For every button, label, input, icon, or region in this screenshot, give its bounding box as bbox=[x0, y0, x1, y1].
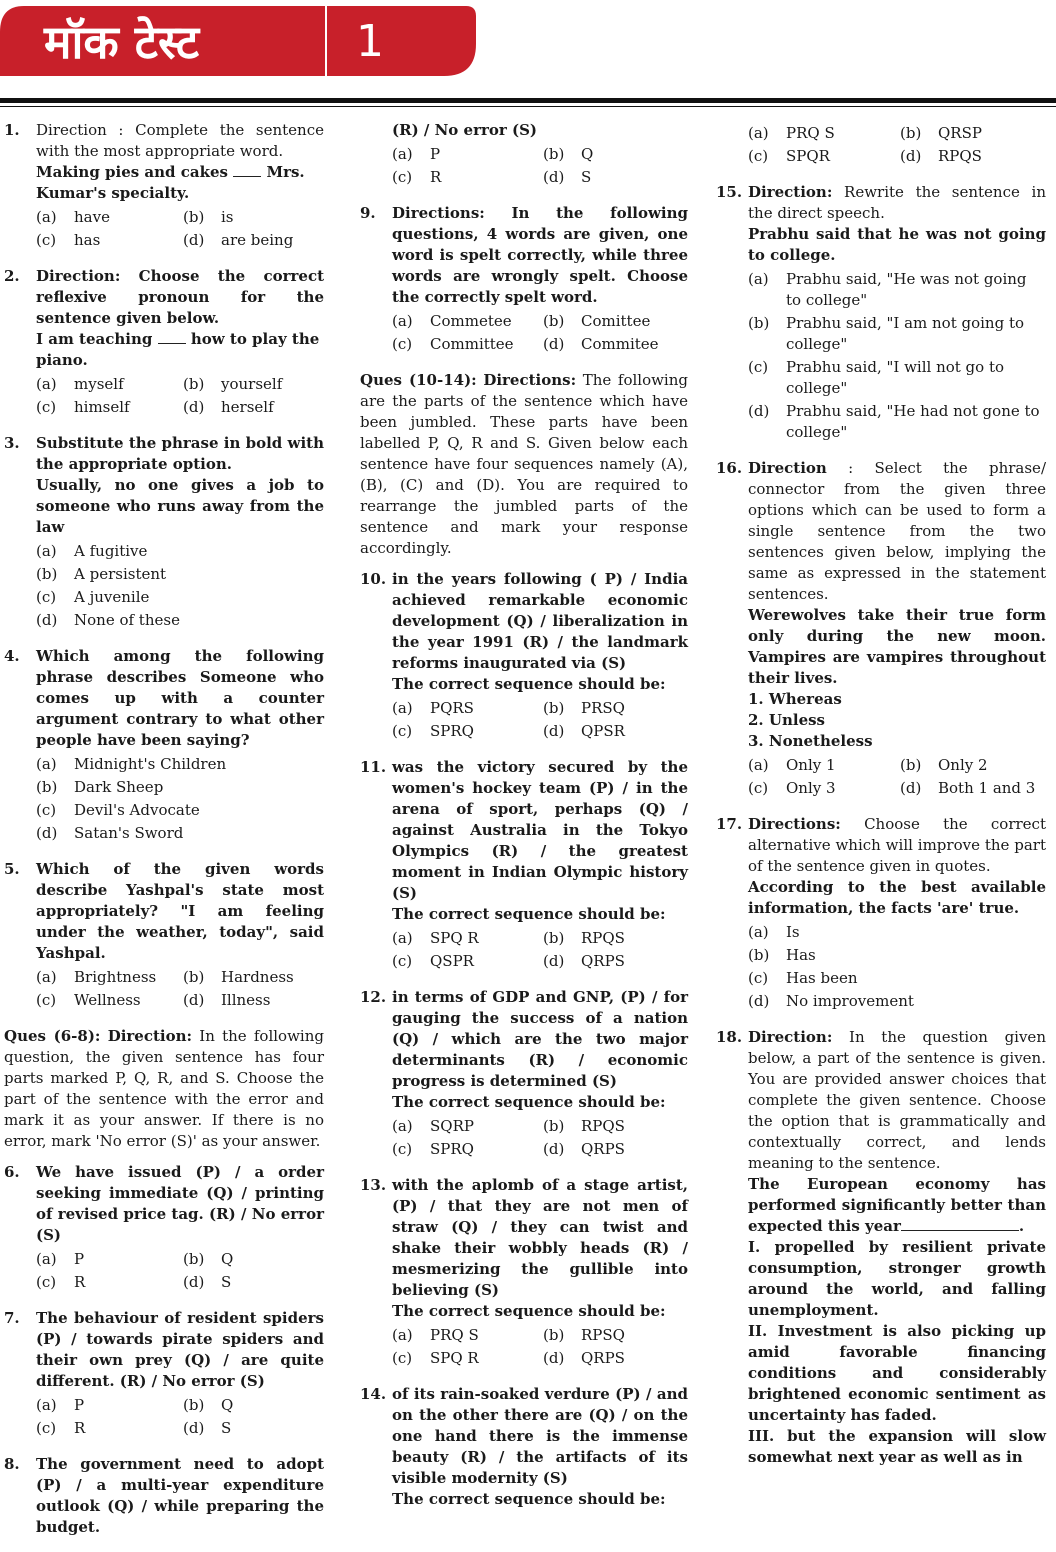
option-d[interactable]: (d) Prabhu said, "He had not gone to college" bbox=[748, 402, 1040, 441]
option-b[interactable]: (b) A persistent bbox=[36, 565, 167, 583]
option-d[interactable]: (d) QRPS bbox=[543, 1349, 625, 1367]
sequence-prompt: The correct sequence should be: bbox=[392, 1093, 666, 1111]
option-d[interactable]: (d) S bbox=[183, 1419, 232, 1437]
option-a[interactable]: (a) have bbox=[36, 208, 110, 226]
question-3: 3. Substitute the phrase in bold with the appropriate option. Usually, no one gives a job to someone who runs away from the law (a) A fugitive (b) A persistent (c) A juvenile (d) None of these bbox=[4, 433, 324, 632]
question-stem: in the years following ( P) / India achieved remarkable economic development (Q) / liberalization in the year 1991 (R) / the landmark reforms inaugurated via (S) bbox=[392, 570, 688, 672]
question-6: 6. We have issued (P) / a order seeking immediate (Q) / printing of revised price tag. (R) / No error (S) (a) P (b) Q (c) R (d) S bbox=[4, 1162, 324, 1294]
option-d[interactable]: (d) QRPS bbox=[543, 952, 625, 970]
option-c[interactable]: (c) Only 3 bbox=[748, 779, 836, 797]
option-b[interactable]: (b) Has bbox=[748, 946, 816, 964]
option-b[interactable]: (b) QRSP bbox=[900, 124, 982, 142]
option-a[interactable]: (a) PQRS bbox=[392, 699, 474, 717]
option-d[interactable]: (d) No improvement bbox=[748, 992, 914, 1010]
option-b[interactable]: (b) is bbox=[183, 208, 234, 226]
options bbox=[392, 697, 688, 743]
question-direction: Directions: Choose the correct alternative which will improve the part of the sentence given in quotes. bbox=[748, 815, 1046, 875]
question-stem: I am teaching how to play the piano. bbox=[36, 330, 320, 369]
question-direction: Direction: In the question given below, a part of the sentence is given. You are provided answer choices that complete the given sentence. Choose the option that is grammatically and contextually correct, and lends meaning to the sentence. bbox=[748, 1028, 1046, 1172]
blank-line bbox=[158, 331, 186, 344]
option-a[interactable]: (a) Is bbox=[748, 923, 800, 941]
choice-1: 1. Whereas bbox=[748, 690, 842, 708]
question-stem: Prabhu said that he was not going to college. bbox=[748, 225, 1046, 264]
question-5: 5. Which of the given words describe Yashpal's state most appropriately? "I am feeling under the weather, today", said Yashpal. (a) Brightness (b) Hardness (c) Wellness (d) Illness bbox=[4, 859, 324, 1012]
options bbox=[36, 1248, 324, 1294]
option-b[interactable]: (b) Hardness bbox=[183, 968, 294, 986]
column-2 bbox=[360, 120, 688, 1524]
question-direction: Direction: Rewrite the sentence in the direct speech. bbox=[748, 183, 1046, 222]
option-d[interactable]: (d) QPSR bbox=[543, 722, 625, 740]
header-rule-thin bbox=[0, 106, 1056, 107]
options bbox=[748, 122, 1046, 168]
question-stem: Which of the given words describe Yashpal's state most appropriately? "I am feeling under the weather, today", said Yashpal. bbox=[36, 860, 324, 962]
option-b[interactable]: (b) yourself bbox=[183, 375, 283, 393]
section-direction-10-14: Ques (10-14): Directions: The following are the parts of the sentence which have been jumbled. These parts have been labelled P, Q, R and S. Given below each sentence have four sequences namely (A), (B), (C) and (D). You are required to rearrange the jumbled parts of the sentence and mark your response accordingly. bbox=[360, 371, 688, 557]
options bbox=[392, 1115, 688, 1161]
option-d[interactable]: (d) are being bbox=[183, 231, 294, 249]
options bbox=[36, 1394, 324, 1440]
options bbox=[392, 1324, 688, 1370]
option-c[interactable]: (c) Has been bbox=[748, 969, 858, 987]
option-c[interactable]: (c) Committee bbox=[392, 335, 514, 353]
question-direction: Direction : Complete the sentence with the most appropriate word. bbox=[36, 121, 324, 160]
question-11: 11. was the victory secured by the women's hockey team (P) / in the arena of sport, perhaps (Q) / against Australia in the Tokyo Olympics (R) / the greatest moment in Indian Olympic history (S) The correct sequence should be: (a) SPQ R (b) RPQS (c) QSPR (d) QRPS bbox=[360, 757, 688, 973]
question-18: 18. Direction: In the question given below, a part of the sentence is given. You are provided answer choices that complete the given sentence. Choose the option that is grammatically and contextually correct, and lends meaning to the sentence. The European economy has performed significantly better than expected this year . I. propelled by resilient private consumption, stronger growth around the world, and falling unemployment. II. Investment is also picking up amid favorable financing conditions and considerably brightened economic sentiment as uncertainty has faded. III. but the expansion will slow somewhat next year as well as in bbox=[716, 1028, 1046, 1466]
section-direction-6-8: Ques (6-8): Direction: In the following question, the given sentence has four parts marked P, Q, R, and S. Choose the part of the sentence with the error and mark it as your answer. If there is no error, mark 'No error (S)' as your answer. bbox=[4, 1027, 324, 1150]
option-c[interactable]: (c) Wellness bbox=[36, 991, 141, 1009]
option-b[interactable]: (b) Prabhu said, "I am not going to college" bbox=[748, 314, 1025, 353]
question-stem: The behaviour of resident spiders (P) / towards pirate spiders and their own prey (Q) / are quite different. (R) / No error (S) bbox=[36, 1309, 324, 1390]
options bbox=[36, 966, 324, 1012]
option-c[interactable]: (c) Prabhu said, "I will not go to college" bbox=[748, 358, 1005, 397]
question-direction: Direction : Select the phrase/ connector from the given three options which can be used to form a single sentence from the two sentences given below, implying the same as expressed in the statement sentences. bbox=[748, 459, 1046, 603]
option-a[interactable]: (a) P bbox=[392, 145, 441, 163]
blank-line bbox=[233, 164, 261, 177]
sequence-prompt: The correct sequence should be: bbox=[392, 675, 666, 693]
options bbox=[36, 753, 324, 845]
test-number: 1 bbox=[356, 16, 384, 67]
question-13: 13. with the aplomb of a stage artist, (P) / that they are not men of straw (Q) / they can twist and shake their wobbly heads (R) / mesmerizing the gullible into believing (S) The correct sequence should be: (a) PRQ S (b) RPSQ (c) SPQ R (d) QRPS bbox=[360, 1175, 688, 1370]
option-b[interactable]: (b) Dark Sheep bbox=[36, 778, 164, 796]
question-stem: of its rain-soaked verdure (P) / and on the other there are (Q) / on the one hand there is the immense beauty (R) / the artifacts of its visible modernity (S) bbox=[392, 1385, 688, 1487]
question-stem: Directions: In the following questions, 4 words are given, one word is spelt correctly, while three words are wrongly spelt. Choose the correctly spelt word. bbox=[392, 204, 688, 306]
option-d[interactable]: (d) QRPS bbox=[543, 1140, 625, 1158]
options bbox=[392, 927, 688, 973]
question-stem: The government need to adopt (P) / a multi-year expenditure outlook (Q) / while preparing the budget. bbox=[36, 1455, 324, 1536]
header-title: मॉक टेस्ट bbox=[44, 15, 200, 69]
question-1: 1. Direction : Complete the sentence with the most appropriate word. Making pies and cakes Mrs. Kumar's specialty. (a) have (b) is (c) has (d) are being bbox=[4, 120, 324, 252]
option-c[interactable]: (c) has bbox=[36, 231, 101, 249]
question-12: 12. in terms of GDP and GNP, (P) / for gauging the success of a nation (Q) / which are the two major determinants (R) / economic progress is determined (S) The correct sequence should be: (a) SQRP (b) RPQS (c) SPRQ (d) QRPS bbox=[360, 987, 688, 1161]
question-stem: (R) / No error (S) bbox=[392, 121, 538, 139]
sequence-prompt: The correct sequence should be: bbox=[392, 905, 666, 923]
question-direction: Substitute the phrase in bold with the appropriate option. bbox=[36, 434, 324, 473]
question-2: 2. Direction: Choose the correct reflexive pronoun for the sentence given below. I am teaching how to play the piano. (a) myself (b) yourself (c) himself (d) herself bbox=[4, 266, 324, 419]
option-a[interactable]: (a) Prabhu said, "He was not going to college" bbox=[748, 270, 1027, 309]
option-a[interactable]: (a) Midnight's Children bbox=[36, 755, 227, 773]
question-9: 9. Directions: In the following questions, 4 words are given, one word is spelt correctly, while three words are wrongly spelt. Choose the correctly spelt word. (a) Commetee (b) Comittee (c) Committee (d) Commitee bbox=[360, 203, 688, 356]
option-c[interactable]: (c) R bbox=[392, 168, 442, 186]
blank-line bbox=[901, 1218, 1019, 1231]
option-a[interactable]: (a) P bbox=[36, 1396, 85, 1414]
options bbox=[392, 310, 688, 356]
option-a[interactable]: (a) Only 1 bbox=[748, 756, 836, 774]
question-stem: Usually, no one gives a job to someone who runs away from the law bbox=[36, 476, 324, 536]
question-8-continued bbox=[360, 120, 688, 189]
option-c[interactable]: (c) SPQR bbox=[748, 147, 830, 165]
option-d[interactable]: (d) Illness bbox=[183, 991, 271, 1009]
option-b[interactable]: (b) RPSQ bbox=[543, 1326, 625, 1344]
option-c[interactable]: (c) R bbox=[36, 1419, 86, 1437]
option-a[interactable]: (a) A fugitive bbox=[36, 542, 148, 560]
options bbox=[748, 268, 1046, 444]
header-banner bbox=[0, 0, 476, 82]
option-b[interactable]: (b) Q bbox=[183, 1396, 234, 1414]
option-b[interactable]: (b) Q bbox=[183, 1250, 234, 1268]
options bbox=[748, 754, 1046, 800]
option-c[interactable]: (c) himself bbox=[36, 398, 130, 416]
question-stem: According to the best available information, the facts 'are' true. bbox=[748, 878, 1046, 917]
question-8: 8. The government need to adopt (P) / a multi-year expenditure outlook (Q) / while preparing the budget. bbox=[4, 1455, 324, 1536]
option-b[interactable]: (b) RPQS bbox=[543, 1117, 625, 1135]
sequence-prompt: The correct sequence should be: bbox=[392, 1490, 666, 1508]
choice-3: 3. Nonetheless bbox=[748, 732, 873, 750]
question-stem: Making pies and cakes Mrs. Kumar's specialty. bbox=[36, 163, 305, 202]
option-c[interactable]: (c) SPQ R bbox=[392, 1349, 479, 1367]
options bbox=[36, 540, 324, 632]
options bbox=[36, 373, 324, 419]
question-7: 7. The behaviour of resident spiders (P) / towards pirate spiders and their own prey (Q) / are quite different. (R) / No error (S) (a) P (b) Q (c) R (d) S bbox=[4, 1308, 324, 1440]
option-a[interactable]: (a) PRQ S bbox=[748, 124, 835, 142]
question-stem: The European economy has performed significantly better than expected this year . bbox=[748, 1175, 1046, 1235]
option-c[interactable]: (c) Devil's Advocate bbox=[36, 801, 200, 819]
option-b[interactable]: (b) Comittee bbox=[543, 312, 651, 330]
option-a[interactable]: (a) PRQ S bbox=[392, 1326, 479, 1344]
option-d[interactable]: (d) herself bbox=[183, 398, 274, 416]
options bbox=[748, 921, 1046, 1013]
choice-iii: III. but the expansion will slow somewhat next year as well as in bbox=[748, 1427, 1046, 1466]
sequence-prompt: The correct sequence should be: bbox=[392, 1302, 666, 1320]
option-d[interactable]: (d) None of these bbox=[36, 611, 180, 629]
column-3 bbox=[716, 120, 1046, 1482]
question-17: 17. Directions: Choose the correct alternative which will improve the part of the sentence given in quotes. According to the best available information, the facts 'are' true. (a) Is (b) Has (c) Has been (d) No improvement bbox=[716, 814, 1046, 1013]
option-b[interactable]: (b) Q bbox=[543, 145, 594, 163]
choice-ii: II. Investment is also picking up amid favorable financing conditions and considerably brightened economic sentiment as uncertainty has faded. bbox=[748, 1322, 1046, 1424]
option-c[interactable]: (c) R bbox=[36, 1273, 86, 1291]
options bbox=[392, 143, 688, 189]
question-stem: in terms of GDP and GNP, (P) / for gauging the success of a nation (Q) / which are the two major determinants (R) / economic progress is determined (S) bbox=[392, 988, 688, 1090]
option-b[interactable]: (b) RPQS bbox=[543, 929, 625, 947]
option-a[interactable]: (a) P bbox=[36, 1250, 85, 1268]
option-d[interactable]: (d) Both 1 and 3 bbox=[900, 779, 1036, 797]
question-stem: with the aplomb of a stage artist, (P) / that they are not men of straw (Q) / they can twist and shake their wobbly heads (R) / mesmerizing the gullible into believing (S) bbox=[392, 1176, 688, 1299]
option-c[interactable]: (c) QSPR bbox=[392, 952, 474, 970]
option-c[interactable]: (c) SPRQ bbox=[392, 1140, 474, 1158]
option-a[interactable]: (a) myself bbox=[36, 375, 124, 393]
choice-2: 2. Unless bbox=[748, 711, 825, 729]
option-d[interactable]: (d) Commitee bbox=[543, 335, 659, 353]
question-stem: We have issued (P) / a order seeking immediate (Q) / printing of revised price tag. (R) / No error (S) bbox=[36, 1163, 324, 1244]
option-d[interactable]: (d) S bbox=[183, 1273, 232, 1291]
question-stem: Which among the following phrase describes Someone who comes up with a counter argument contrary to what other people have been saying? bbox=[36, 647, 324, 749]
option-d[interactable]: (d) RPQS bbox=[900, 147, 982, 165]
question-16: 16. Direction : Select the phrase/ connector from the given three options which can be used to form a single sentence from the two sentences given below, implying the same as expressed in the statement sentences. Werewolves take their true form only during the new moon. Vampires are vampires throughout their lives. 1. Whereas 2. Unless 3. Nonetheless (a) Only 1 (b) Only 2 (c) Only 3 (d) Both 1 and 3 bbox=[716, 458, 1046, 800]
header-rule-thick bbox=[0, 98, 1056, 103]
option-c[interactable]: (c) SPRQ bbox=[392, 722, 474, 740]
option-b[interactable]: (b) PRSQ bbox=[543, 699, 625, 717]
question-14-continued bbox=[716, 120, 1046, 168]
question-stem: Werewolves take their true form only during the new moon. Vampires are vampires throughout their lives. bbox=[748, 606, 1046, 687]
choice-i: I. propelled by resilient private consumption, stronger growth around the world, and falling unemployment. bbox=[748, 1238, 1046, 1319]
question-10: 10. in the years following ( P) / India achieved remarkable economic development (Q) / liberalization in the year 1991 (R) / the landmark reforms inaugurated via (S) The correct sequence should be: (a) PQRS (b) PRSQ (c) SPRQ (d) QPSR bbox=[360, 569, 688, 743]
question-direction: Direction: Choose the correct reflexive pronoun for the sentence given below. bbox=[36, 267, 324, 327]
option-c[interactable]: (c) A juvenile bbox=[36, 588, 150, 606]
option-a[interactable]: (a) Commetee bbox=[392, 312, 512, 330]
question-14: 14. of its rain-soaked verdure (P) / and on the other there are (Q) / on the one hand there is the immense beauty (R) / the artifacts of its visible modernity (S) The correct sequence should be: bbox=[360, 1385, 688, 1508]
option-b[interactable]: (b) Only 2 bbox=[900, 756, 988, 774]
option-d[interactable]: (d) S bbox=[543, 168, 592, 186]
option-a[interactable]: (a) Brightness bbox=[36, 968, 157, 986]
question-4: 4. Which among the following phrase describes Someone who comes up with a counter argument contrary to what other people have been saying? (a) Midnight's Children (b) Dark Sheep (c) Devil's Advocate (d) Satan's Sword bbox=[4, 646, 324, 845]
column-1 bbox=[4, 120, 324, 1552]
option-d[interactable]: (d) Satan's Sword bbox=[36, 824, 184, 842]
question-stem: was the victory secured by the women's hockey team (P) / in the arena of sport, perhaps (Q) / against Australia in the Tokyo Olympics (R) / the greatest moment in Indian Olympic history (S) bbox=[392, 758, 688, 902]
option-a[interactable]: (a) SPQ R bbox=[392, 929, 479, 947]
question-15: 15. Direction: Rewrite the sentence in the direct speech. Prabhu said that he was not going to college. (a) Prabhu said, "He was not going to college" (b) Prabhu said, "I am not going to college" (c) Prabhu said, "I will not go to college" (d) Prabhu said, "He had not gone to college" bbox=[716, 182, 1046, 444]
options bbox=[36, 206, 324, 252]
option-a[interactable]: (a) SQRP bbox=[392, 1117, 474, 1135]
